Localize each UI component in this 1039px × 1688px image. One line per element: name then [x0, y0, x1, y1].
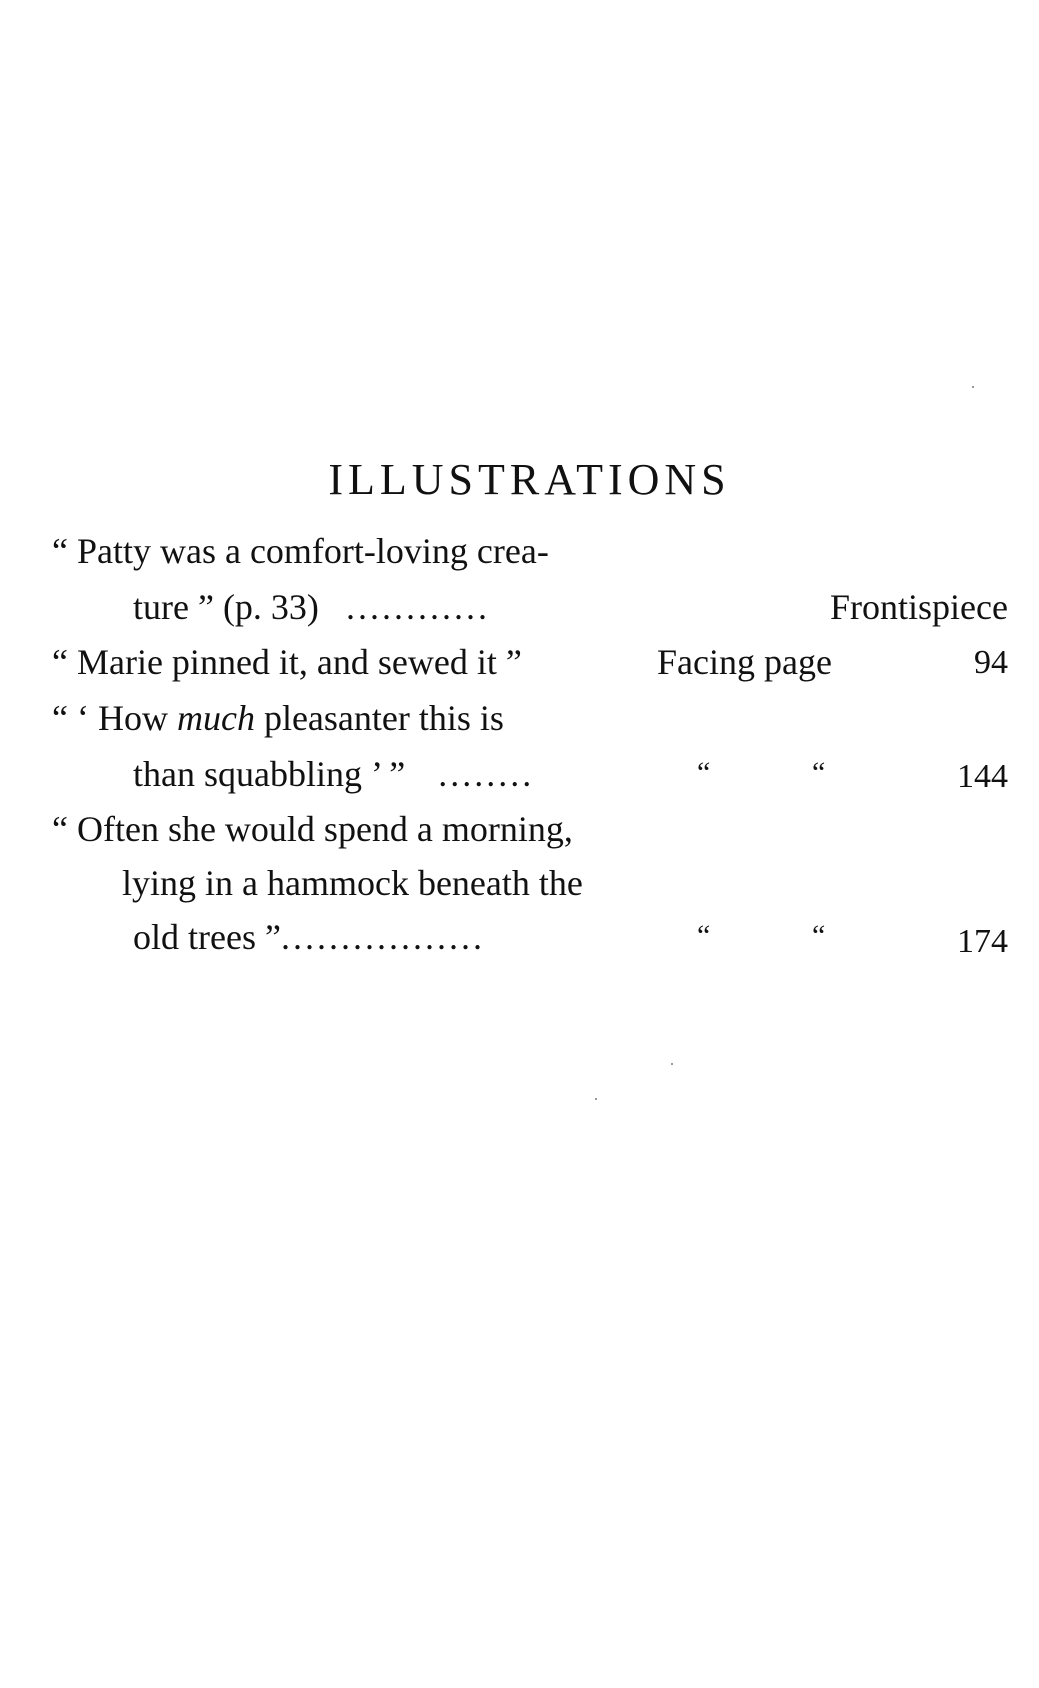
- caption-text: old trees ”: [133, 917, 281, 957]
- caption-line: “ Marie pinned it, and sewed it ”: [52, 642, 522, 682]
- scan-speck: [595, 1098, 597, 1100]
- caption-text: ture ” (p. 33): [133, 587, 319, 627]
- caption-line: “ Patty was a comfort-loving crea-: [52, 531, 549, 571]
- ditto-mark: “: [697, 756, 711, 789]
- caption-line: [133, 756, 534, 792]
- page-title: ILLUSTRATIONS: [328, 455, 731, 504]
- placement-label: Frontispiece: [830, 587, 1008, 627]
- leader-dots: ............: [345, 587, 490, 627]
- scan-speck: [972, 386, 974, 388]
- page-number: 174: [957, 923, 1008, 960]
- caption-text: than squabbling ’ ”: [133, 754, 406, 794]
- scan-speck: [671, 1063, 673, 1065]
- caption-line: [133, 589, 490, 625]
- ditto-mark: “: [697, 919, 711, 952]
- caption-emphasis: much: [176, 698, 255, 738]
- caption-line: [133, 919, 485, 955]
- caption-text: “ ‘ How: [52, 698, 177, 738]
- caption-text: pleasanter this is: [254, 698, 504, 738]
- caption-line: “ Often she would spend a morning,: [52, 809, 573, 849]
- leader-dots: ........: [438, 754, 535, 794]
- caption-line: lying in a hammock beneath the: [122, 863, 583, 903]
- caption-line: [52, 700, 504, 736]
- page-number: 144: [957, 758, 1008, 795]
- leader-dots: .................: [280, 917, 485, 957]
- placement-label: Facing page: [657, 642, 832, 682]
- page-number: 94: [974, 644, 1008, 681]
- ditto-mark: “: [812, 756, 826, 789]
- ditto-mark: “: [812, 919, 826, 952]
